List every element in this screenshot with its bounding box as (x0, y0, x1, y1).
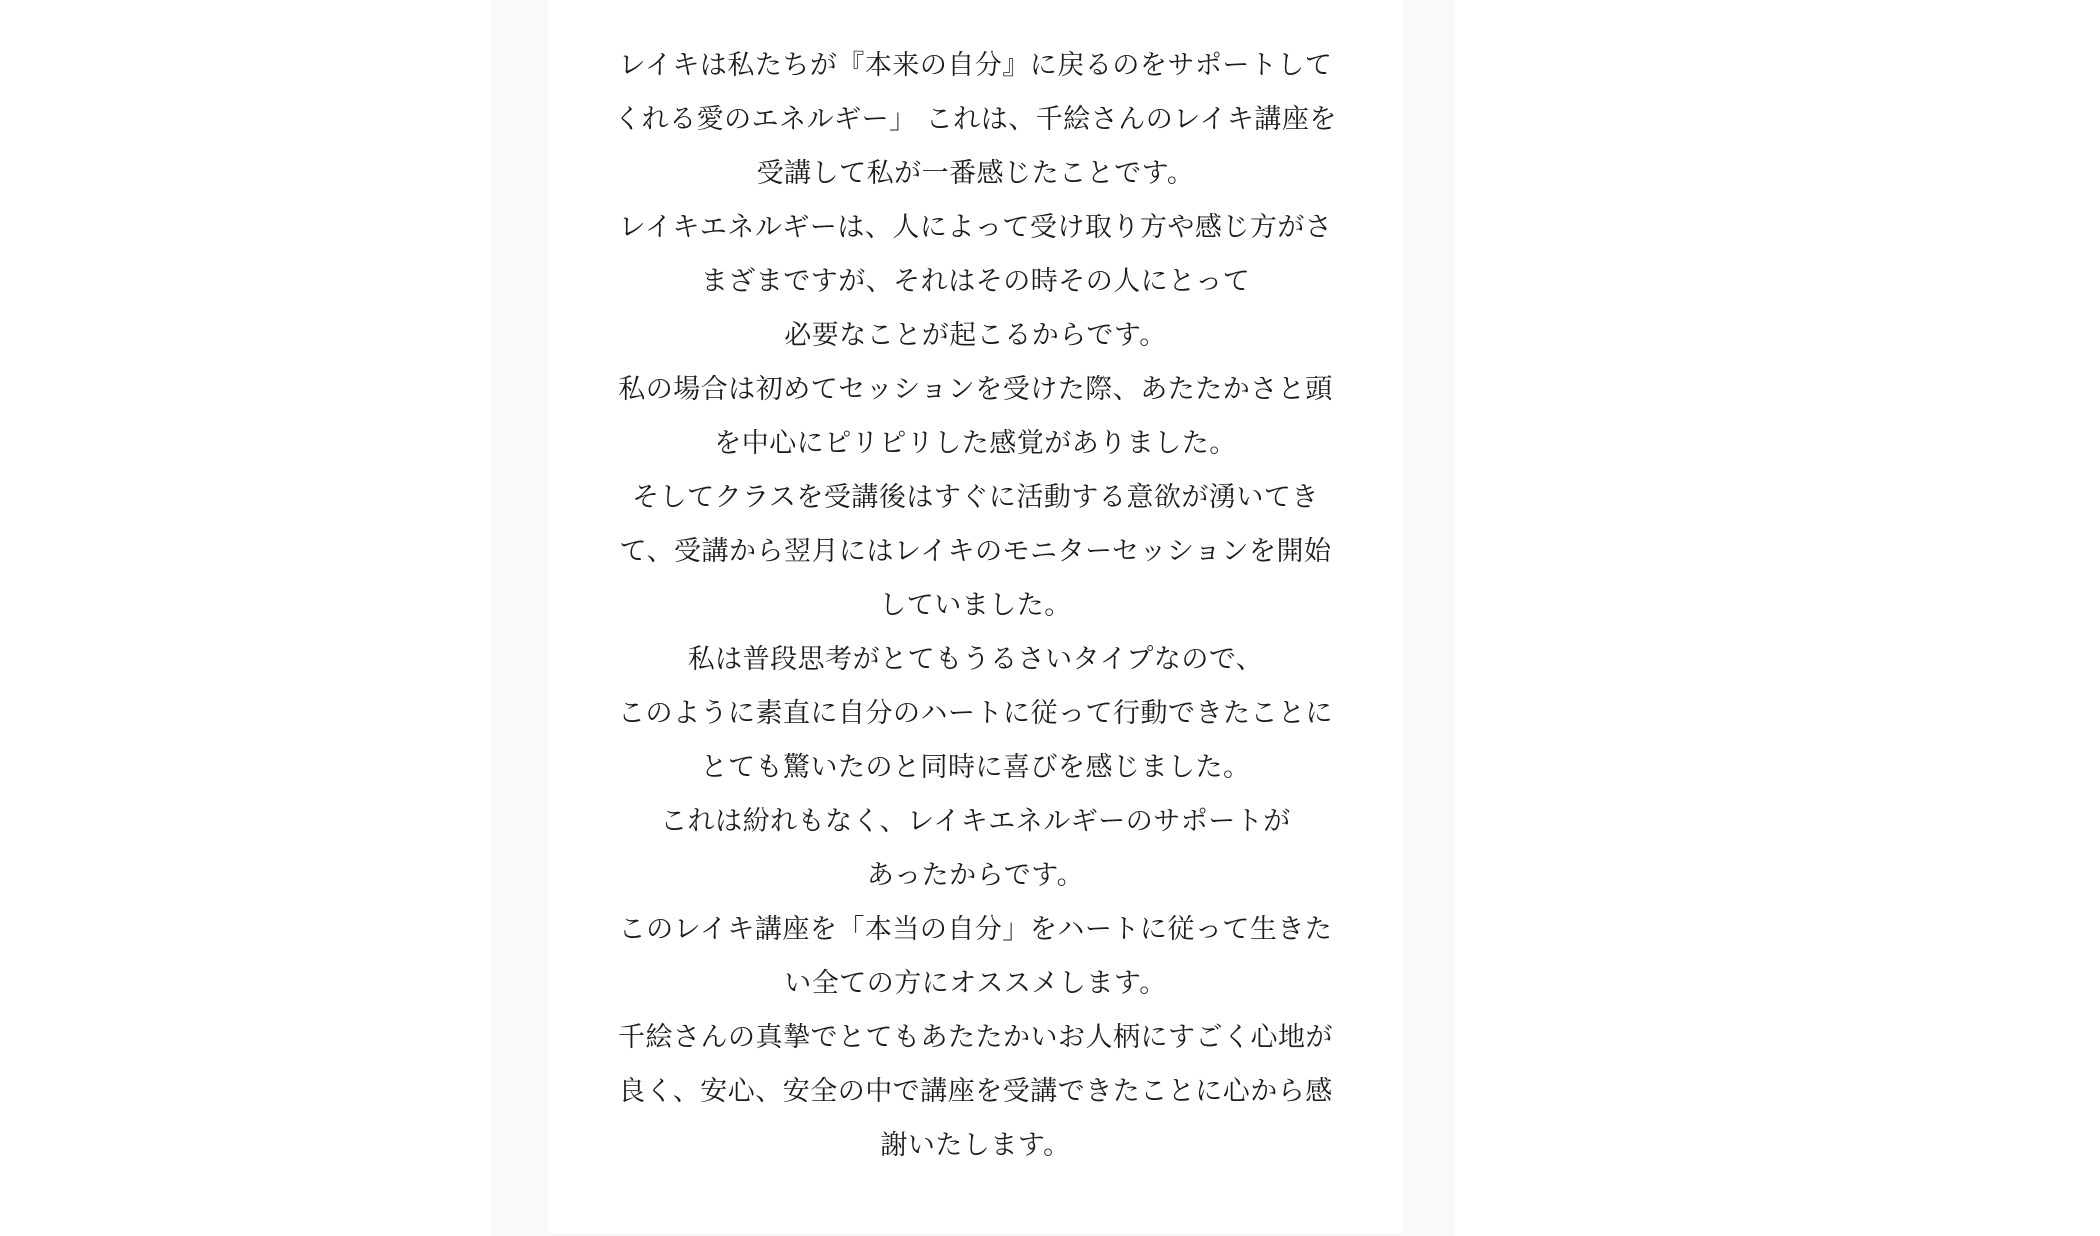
text-line: 謝いたします。 (880, 1130, 1071, 1161)
content-column (491, 0, 1455, 1236)
text-line: て、受講から翌月にはレイキのモニターセッションを開始 (619, 536, 1332, 567)
text-line: まざまですが、それはその時その人にとって (700, 266, 1251, 297)
text-line: このように素直に自分のハートに従って行動できたことに (618, 698, 1333, 729)
text-line: レイキは私たちが『本来の自分』に戻るのをサポートして (618, 50, 1333, 81)
text-line: していました。 (879, 590, 1072, 621)
text-line: 私は普段思考がとてもうるさいタイプなので、 (687, 644, 1264, 675)
text-line: そしてクラスを受講後はすぐに活動する意欲が湧いてき (632, 482, 1319, 513)
text-line: これは紛れもなく、レイキエネルギーのサポートが (660, 806, 1291, 837)
text-line: 良く、安心、安全の中で講座を受講できたことに心から感 (618, 1076, 1333, 1107)
text-line: を中心にピリピリした感覚がありました。 (714, 428, 1237, 459)
text-line: このレイキ講座を「本当の自分」をハートに従って生きた (618, 914, 1333, 945)
testimonial-card (548, 0, 1403, 1236)
text-line: 必要なことが起こるからです。 (784, 320, 1167, 351)
text-line: くれる愛のエネルギー」 これは、千絵さんのレイキ講座を (614, 104, 1337, 135)
text-line: 私の場合は初めてセッションを受けた際、あたたかさと頭 (618, 374, 1333, 405)
text-line: 受講して私が一番感じたことです。 (756, 158, 1195, 189)
text-line: とても驚いたのと同時に喜びを感じました。 (700, 752, 1251, 783)
text-line: 千絵さんの真摯でとてもあたたかいお人柄にすごく心地が (618, 1022, 1333, 1053)
testimonial-text (548, 39, 1403, 1173)
text-line: あったからです。 (866, 860, 1085, 891)
text-line: い全ての方にオススメします。 (784, 968, 1167, 999)
text-line: レイキエネルギーは、人によって受け取り方や感じ方がさ (618, 212, 1333, 243)
